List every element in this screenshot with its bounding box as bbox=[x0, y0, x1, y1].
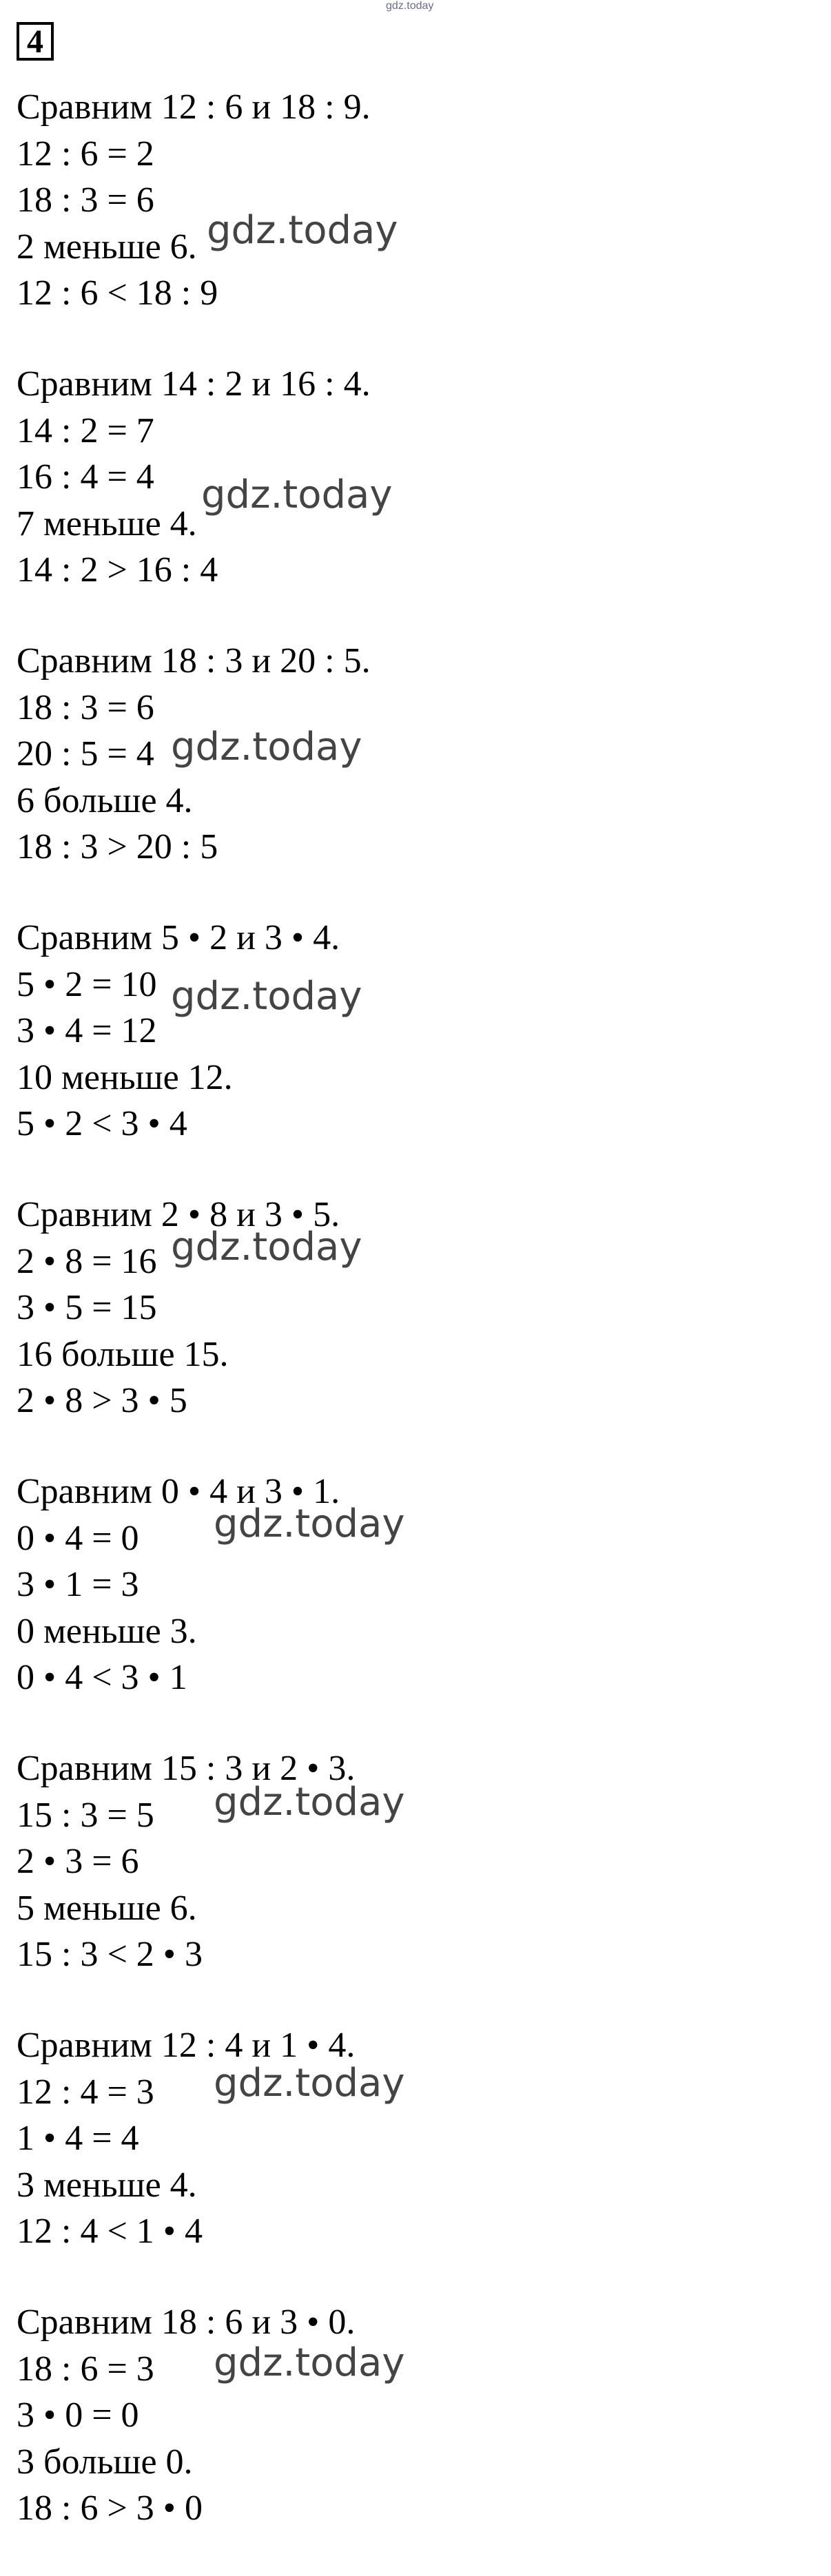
comparison-heading: Сравним 18 : 3 и 20 : 5. bbox=[17, 641, 371, 681]
first-calculation: 2 • 8 = 16 bbox=[17, 1241, 157, 1281]
second-calculation: 16 : 4 = 4 bbox=[17, 457, 154, 497]
comparison-result: 12 : 6 < 18 : 9 bbox=[17, 273, 218, 313]
comparison-block bbox=[17, 1745, 809, 2022]
comparison-statement: 3 больше 0. bbox=[17, 2442, 193, 2482]
comparison-statement: 10 меньше 12. bbox=[17, 1057, 233, 1097]
comparison-heading: Сравним 18 : 6 и 3 • 0. bbox=[17, 2303, 356, 2342]
comparison-result: 18 : 3 > 20 : 5 bbox=[17, 827, 218, 866]
watermark-text: gdz.today bbox=[214, 1780, 405, 1825]
first-calculation: 14 : 2 = 7 bbox=[17, 411, 154, 450]
first-calculation: 18 : 6 = 3 bbox=[17, 2349, 154, 2389]
comparison-statement: 16 больше 15. bbox=[17, 1334, 229, 1374]
second-calculation: 2 • 3 = 6 bbox=[17, 1842, 139, 1881]
comparison-heading: Сравним 15 : 3 и 2 • 3. bbox=[17, 1749, 356, 1788]
comparison-heading: Сравним 12 : 4 и 1 • 4. bbox=[17, 2026, 356, 2065]
comparison-result: 14 : 2 > 16 : 4 bbox=[17, 550, 218, 590]
comparison-result: 5 • 2 < 3 • 4 bbox=[17, 1104, 187, 1143]
first-calculation: 12 : 4 = 3 bbox=[17, 2072, 154, 2112]
watermark-text: gdz.today bbox=[214, 1502, 405, 1546]
solution-blocks bbox=[17, 84, 809, 2576]
comparison-block bbox=[17, 2299, 809, 2576]
second-calculation: 18 : 3 = 6 bbox=[17, 180, 154, 220]
comparison-heading: Сравним 12 : 6 и 18 : 9. bbox=[17, 87, 371, 127]
second-calculation: 3 • 5 = 15 bbox=[17, 1288, 157, 1327]
comparison-statement: 5 меньше 6. bbox=[17, 1888, 197, 1928]
comparison-result: 12 : 4 < 1 • 4 bbox=[17, 2212, 203, 2251]
watermark-text: gdz.today bbox=[171, 1225, 362, 1269]
second-calculation: 1 • 4 = 4 bbox=[17, 2119, 139, 2158]
comparison-statement: 3 меньше 4. bbox=[17, 2165, 197, 2205]
comparison-heading: Сравним 0 • 4 и 3 • 1. bbox=[17, 1472, 340, 1511]
comparison-result: 18 : 6 > 3 • 0 bbox=[17, 2489, 203, 2528]
comparison-statement: 0 меньше 3. bbox=[17, 1611, 197, 1651]
second-calculation: 3 • 1 = 3 bbox=[17, 1565, 139, 1604]
watermark-text: gdz.today bbox=[171, 725, 362, 769]
watermark-text: gdz.today bbox=[214, 2340, 405, 2385]
comparison-statement: 6 больше 4. bbox=[17, 780, 193, 820]
comparison-block bbox=[17, 638, 809, 915]
comparison-block bbox=[17, 1192, 809, 1468]
second-calculation: 3 • 4 = 12 bbox=[17, 1011, 157, 1050]
watermark-text: gdz.today bbox=[171, 974, 362, 1019]
comparison-block bbox=[17, 84, 809, 361]
first-calculation: 5 • 2 = 10 bbox=[17, 964, 157, 1004]
second-calculation: 20 : 5 = 4 bbox=[17, 734, 154, 773]
watermark-text: gdz.today bbox=[201, 472, 393, 517]
comparison-heading: Сравним 14 : 2 и 16 : 4. bbox=[17, 364, 371, 404]
second-calculation: 3 • 0 = 0 bbox=[17, 2396, 139, 2435]
comparison-heading: Сравним 2 • 8 и 3 • 5. bbox=[17, 1195, 340, 1234]
comparison-statement: 7 меньше 4. bbox=[17, 503, 197, 543]
comparison-block bbox=[17, 361, 809, 638]
comparison-result: 0 • 4 < 3 • 1 bbox=[17, 1658, 187, 1697]
comparison-heading: Сравним 5 • 2 и 3 • 4. bbox=[17, 918, 340, 957]
comparison-block bbox=[17, 1468, 809, 1745]
first-calculation: 0 • 4 = 0 bbox=[17, 1518, 139, 1558]
first-calculation: 15 : 3 = 5 bbox=[17, 1795, 154, 1835]
comparison-block bbox=[17, 915, 809, 1192]
comparison-block bbox=[17, 2022, 809, 2299]
comparison-statement: 2 меньше 6. bbox=[17, 227, 197, 267]
site-watermark: gdz.today bbox=[386, 0, 434, 12]
comparison-result: 15 : 3 < 2 • 3 bbox=[17, 1935, 203, 1974]
task-number-box: 4 bbox=[17, 22, 54, 61]
watermark-text: gdz.today bbox=[207, 208, 398, 253]
watermark-text: gdz.today bbox=[214, 2061, 405, 2106]
first-calculation: 18 : 3 = 6 bbox=[17, 687, 154, 727]
comparison-result: 2 • 8 > 3 • 5 bbox=[17, 1381, 187, 1420]
first-calculation: 12 : 6 = 2 bbox=[17, 134, 154, 174]
